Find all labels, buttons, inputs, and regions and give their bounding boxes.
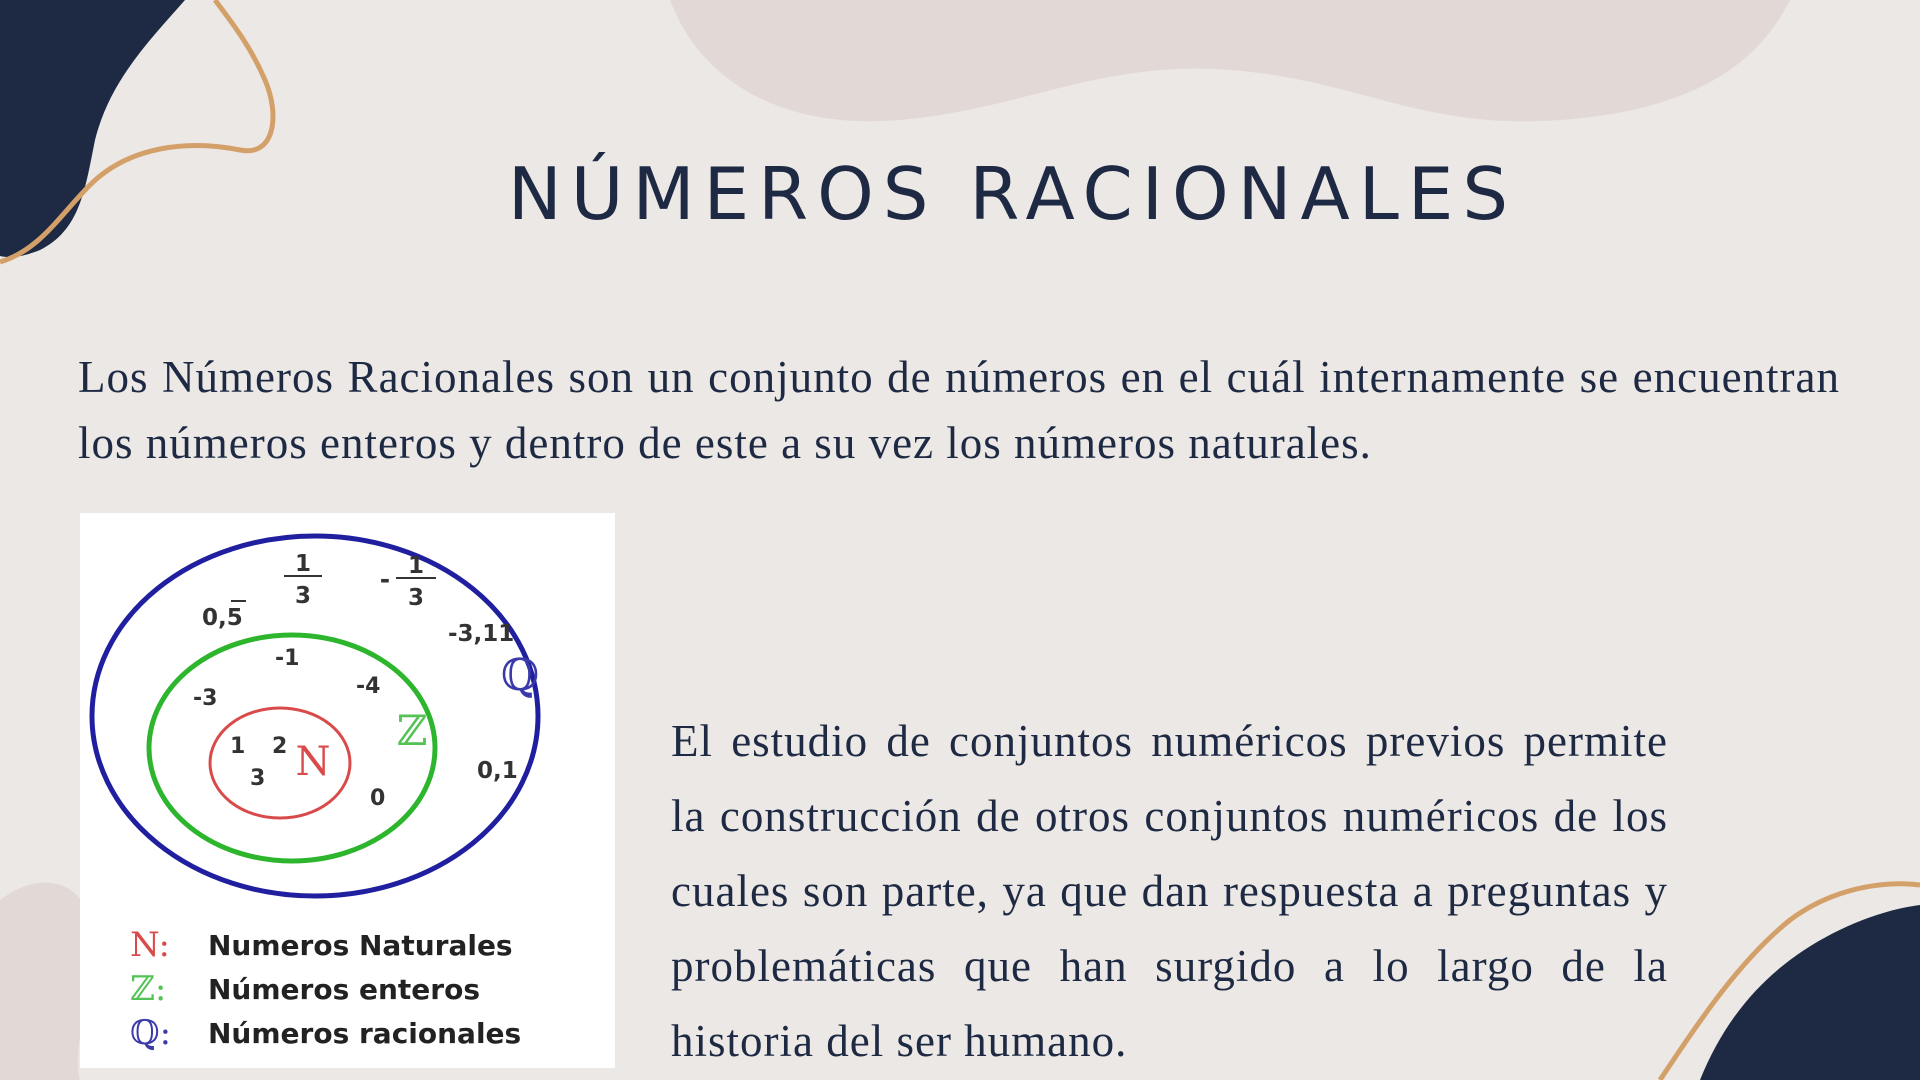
n-element-3: 3 — [250, 766, 266, 791]
q-decimal-periodic: 0,5 — [202, 605, 243, 631]
z-set-symbol: ℤ — [396, 706, 428, 755]
q-fraction1-numerator: 1 — [294, 551, 312, 577]
intro-paragraph: Los Números Racionales son un conjunto de números en el cuál internamente se encuentran los números enteros y dentro de este a su vez los números naturales. — [78, 352, 1840, 468]
legend-row-naturales — [130, 923, 600, 967]
q-decimal-neg: -3,11 — [448, 621, 515, 647]
z-element-neg1: -1 — [275, 646, 300, 671]
top-beige-blob — [670, 0, 1790, 121]
legend-symbol-n: N: — [130, 925, 170, 965]
legend-row-racionales — [130, 1011, 600, 1055]
q-fraction2-numerator: 1 — [407, 553, 425, 579]
legend-row-enteros — [130, 967, 600, 1011]
n-element-1: 1 — [230, 734, 246, 759]
legend-label-enteros: Números enteros — [208, 972, 481, 1006]
n-element-2: 2 — [272, 734, 288, 759]
legend-symbol-z: ℤ: — [130, 969, 167, 1009]
z-element-neg3: -3 — [193, 686, 218, 711]
diagram-legend — [130, 923, 600, 1055]
number-sets-diagram — [80, 513, 615, 1068]
q-fraction2-denominator: 3 — [407, 585, 425, 611]
bottom-left-beige-blob — [0, 883, 92, 1080]
legend-symbol-q: ℚ: — [130, 1013, 172, 1053]
slide-title: NÚMEROS RACIONALES — [507, 152, 1518, 236]
venn-diagram — [80, 513, 615, 913]
legend-label-naturales: Numeros Naturales — [208, 928, 513, 962]
body-paragraph: El estudio de conjuntos numéricos previos permite la construcción de otros conjuntos numéricos de los cuales son parte, ya que dan respuesta a preguntas y problemáticas que han surgido a lo largo de la historia del ser humano. — [671, 716, 1668, 1066]
q-decimal-small: 0,1 — [477, 758, 518, 784]
q-fraction1-denominator: 3 — [294, 583, 312, 609]
bottom-right-navy-blob — [1700, 905, 1920, 1080]
q-set-symbol: ℚ — [500, 650, 540, 701]
q-fraction2-sign: - — [379, 565, 391, 594]
z-element-neg4: -4 — [356, 674, 381, 699]
n-set-symbol: N — [295, 739, 331, 785]
legend-label-racionales: Números racionales — [208, 1016, 522, 1050]
z-element-zero: 0 — [370, 786, 386, 811]
